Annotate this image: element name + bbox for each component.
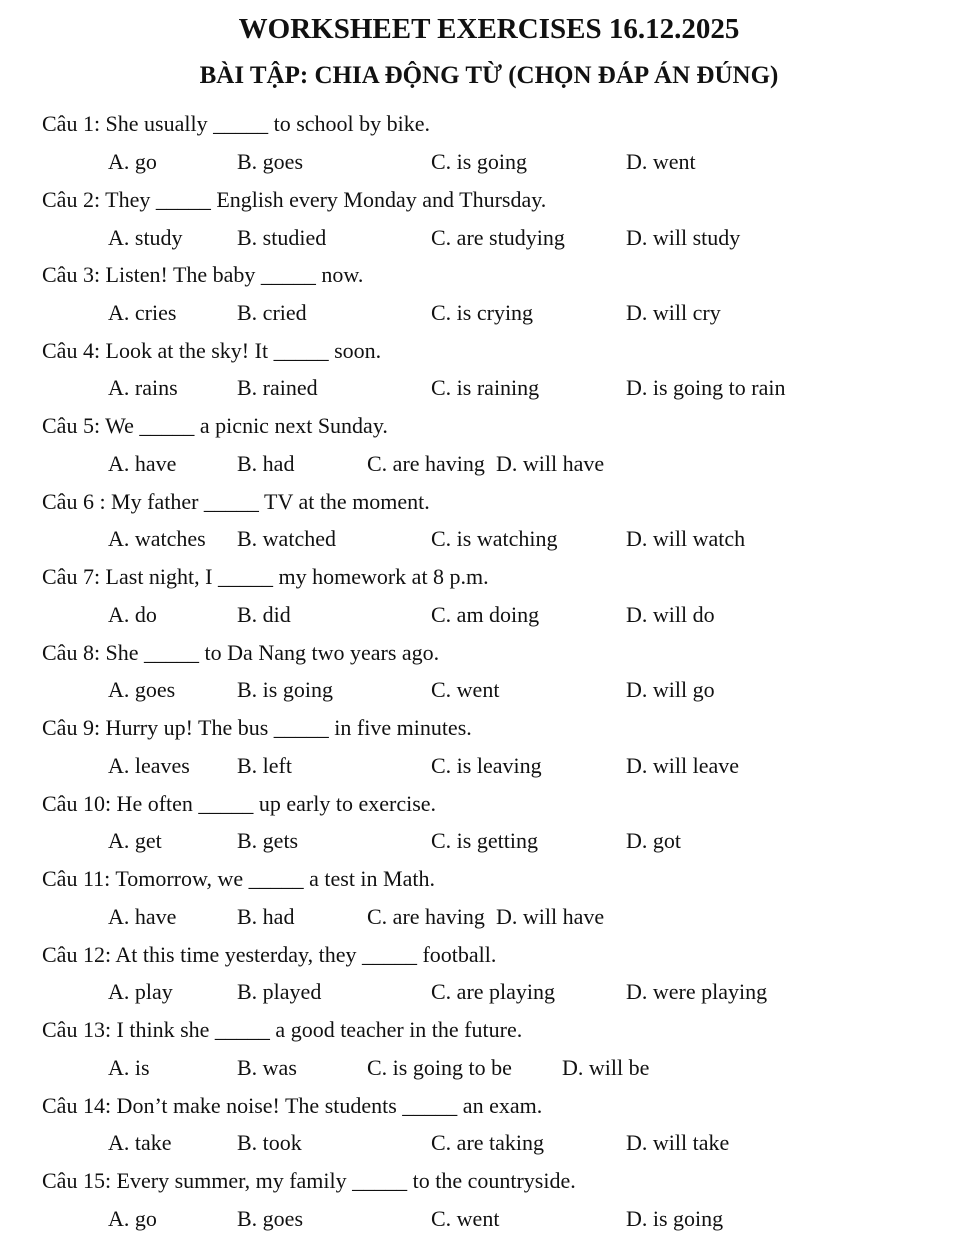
q15-option-d: D. is going [626,1206,724,1231]
q13-option-a: A. is [108,1055,150,1080]
q3-option-d: D. will cry [626,300,721,325]
q6-option-a: A. watches [108,526,206,551]
question-4: Câu 4: Look at the sky! It _____ soon. [42,338,382,363]
q9-option-c: C. is leaving [431,753,542,778]
q6-option-c: C. is watching [431,526,558,551]
q4-option-c: C. is raining [431,375,540,400]
q14-option-d: D. will take [626,1130,730,1155]
question-13: Câu 13: I think she _____ a good teacher in the future. [42,1017,523,1042]
q11-option-a: A. have [108,904,177,929]
q11-option-c: C. are having [367,904,485,929]
question-10: Câu 10: He often _____ up early to exercise. [42,791,437,816]
q12-option-a: A. play [108,979,173,1004]
q6-option-b: B. watched [237,526,336,551]
q11-option-b: B. had [237,904,295,929]
q15-option-c: C. went [431,1206,500,1231]
question-1: Câu 1: She usually _____ to school by bike. [42,111,431,136]
q5-option-c: C. are having [367,451,485,476]
q2-option-a: A. study [108,225,183,250]
q8-option-b: B. is going [237,677,333,702]
q10-option-d: D. got [626,828,681,853]
q10-option-b: B. gets [237,828,299,853]
worksheet-title: WORKSHEET EXERCISES 16.12.2025 [238,13,740,45]
q8-option-a: A. goes [108,677,176,702]
q14-option-c: C. are taking [431,1130,545,1155]
q13-option-c: C. is going to be [367,1055,512,1080]
question-2: Câu 2: They _____ English every Monday and Thursday. [42,187,547,212]
q9-option-b: B. left [237,753,292,778]
q11-option-d: D. will have [496,904,605,929]
question-8: Câu 8: She _____ to Da Nang two years ago. [42,640,440,665]
q13-option-d: D. will be [562,1055,650,1080]
q1-option-a: A. go [108,149,157,174]
q14-option-a: A. take [108,1130,172,1155]
exercise-heading: BÀI TẬP: CHIA ĐỘNG TỪ (CHỌN ĐÁP ÁN ĐÚNG) [199,62,779,89]
q6-option-d: D. will watch [626,526,746,551]
question-6: Câu 6 : My father _____ TV at the moment. [42,489,430,514]
q4-option-d: D. is going to rain [626,375,786,400]
q2-option-d: D. will study [626,225,741,250]
q10-option-a: A. get [108,828,162,853]
question-12: Câu 12: At this time yesterday, they _____ football. [42,942,497,967]
q5-option-d: D. will have [496,451,605,476]
q1-option-b: B. goes [237,149,303,174]
question-14: Câu 14: Don’t make noise! The students _____ an exam. [42,1093,543,1118]
q7-option-c: C. am doing [431,602,540,627]
q7-option-d: D. will do [626,602,715,627]
question-5: Câu 5: We _____ a picnic next Sunday. [42,413,388,438]
q15-option-a: A. go [108,1206,157,1231]
q3-option-b: B. cried [237,300,307,325]
q14-option-b: B. took [237,1130,302,1155]
q3-option-c: C. is crying [431,300,534,325]
q8-option-c: C. went [431,677,500,702]
q2-option-c: C. are studying [431,225,565,250]
question-9: Câu 9: Hurry up! The bus _____ in five minutes. [42,715,472,740]
q4-option-b: B. rained [237,375,318,400]
q5-option-a: A. have [108,451,177,476]
q2-option-b: B. studied [237,225,327,250]
question-7: Câu 7: Last night, I _____ my homework at 8 p.m. [42,564,489,589]
q8-option-d: D. will go [626,677,715,702]
q9-option-a: A. leaves [108,753,190,778]
q15-option-b: B. goes [237,1206,303,1231]
q1-option-d: D. went [626,149,696,174]
q7-option-a: A. do [108,602,157,627]
q10-option-c: C. is getting [431,828,538,853]
q4-option-a: A. rains [108,375,178,400]
q13-option-b: B. was [237,1055,297,1080]
q9-option-d: D. will leave [626,753,740,778]
q12-option-d: D. were playing [626,979,768,1004]
q7-option-b: B. did [237,602,291,627]
question-3: Câu 3: Listen! The baby _____ now. [42,262,364,287]
question-11: Câu 11: Tomorrow, we _____ a test in Math. [42,866,435,891]
q1-option-c: C. is going [431,149,527,174]
q12-option-c: C. are playing [431,979,556,1004]
q5-option-b: B. had [237,451,295,476]
q12-option-b: B. played [237,979,322,1004]
question-15: Câu 15: Every summer, my family _____ to the countryside. [42,1168,576,1193]
q3-option-a: A. cries [108,300,177,325]
